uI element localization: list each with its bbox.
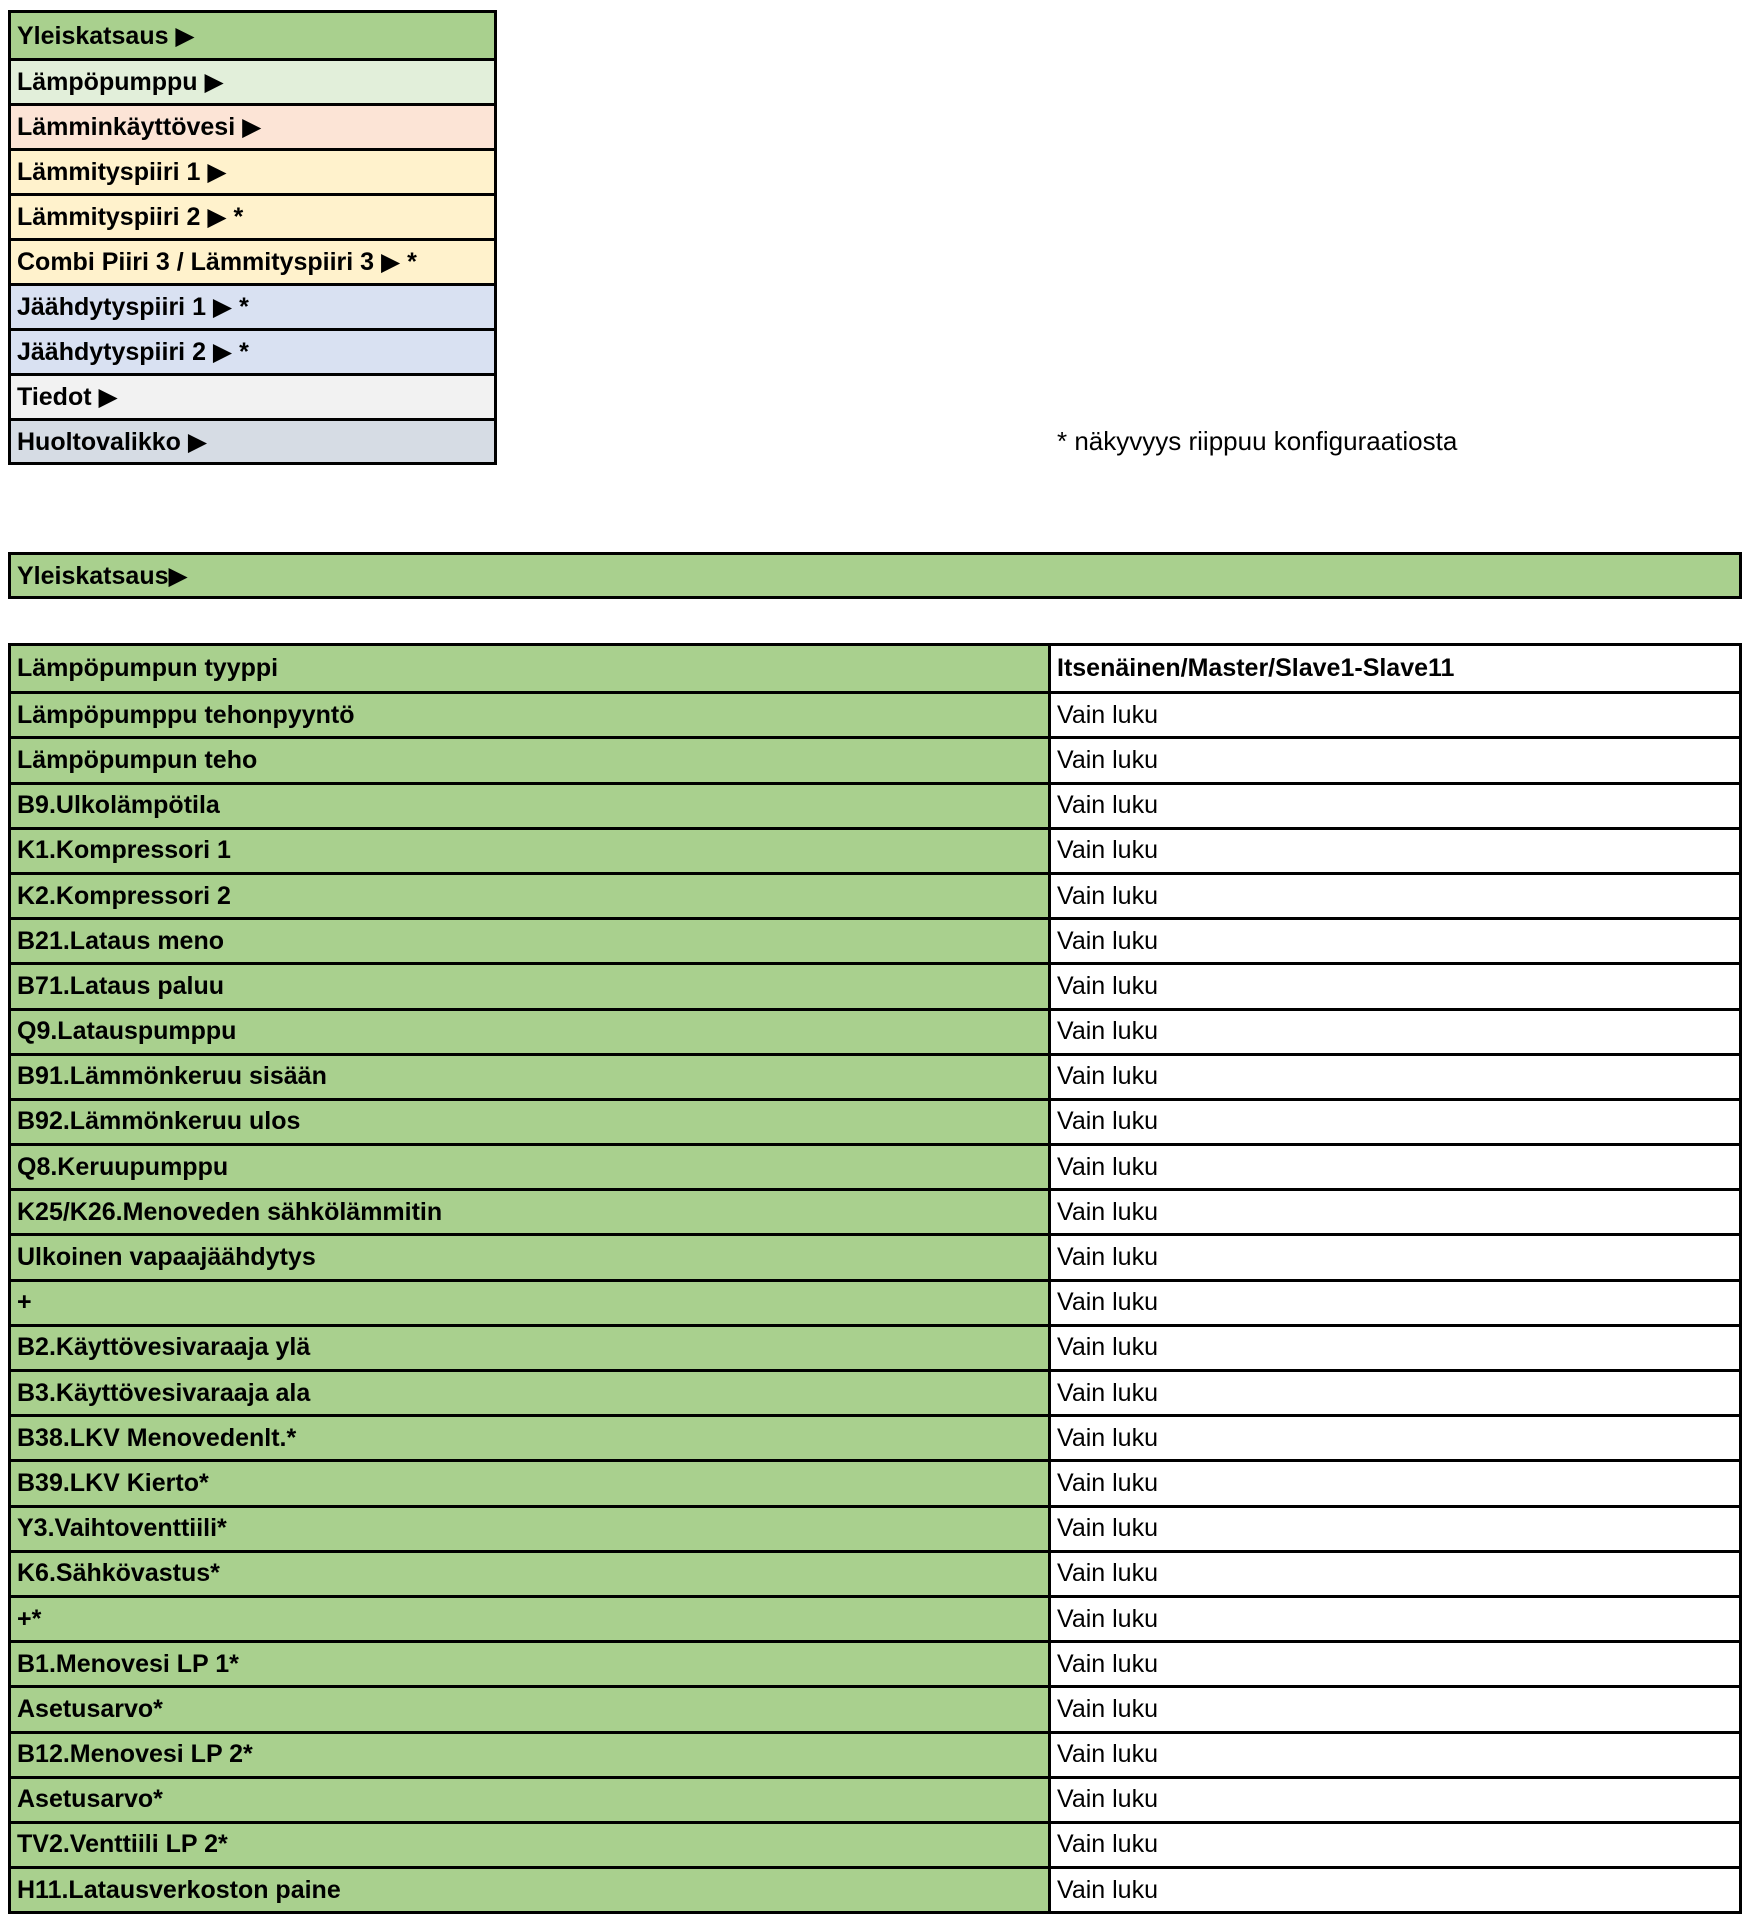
navigation-menu	[8, 10, 497, 465]
section-header-yleiskatsaus[interactable]	[8, 552, 1742, 599]
section-title: Yleiskatsaus▶	[17, 561, 188, 590]
menu-item-label: Lämpöpumppu ▶	[17, 68, 224, 96]
table-row	[11, 962, 1739, 1007]
menu-item[interactable]	[11, 238, 494, 283]
parameter-name: B12.Menovesi LP 2*	[11, 1734, 1051, 1776]
table-row	[11, 1731, 1739, 1776]
table-row	[11, 1279, 1739, 1324]
menu-item-label: Jäähdytyspiiri 2 ▶ *	[17, 338, 249, 366]
table-row	[11, 1866, 1739, 1911]
parameter-name: B9.Ulkolämpötila	[11, 785, 1051, 827]
parameter-value: Vain luku	[1051, 1869, 1739, 1911]
parameter-name: B1.Menovesi LP 1*	[11, 1643, 1051, 1685]
parameter-value: Itsenäinen/Master/Slave1-Slave11	[1051, 646, 1739, 691]
parameter-name: Asetusarvo*	[11, 1688, 1051, 1730]
parameter-name: B38.LKV Menovedenlt.*	[11, 1417, 1051, 1459]
parameter-value: Vain luku	[1051, 694, 1739, 736]
menu-item-label: Lämminkäyttövesi ▶	[17, 113, 262, 141]
parameter-name: K25/K26.Menoveden sähkölämmitin	[11, 1191, 1051, 1233]
menu-item[interactable]	[11, 373, 494, 418]
parameter-name: Lämpöpumpun tyyppi	[11, 646, 1051, 691]
table-row	[11, 1098, 1739, 1143]
table-row	[11, 1053, 1739, 1098]
parameter-name: K2.Kompressori 2	[11, 875, 1051, 917]
parameter-value: Vain luku	[1051, 920, 1739, 962]
table-row	[11, 1233, 1739, 1278]
parameter-table	[8, 643, 1742, 1914]
parameter-value: Vain luku	[1051, 1643, 1739, 1685]
parameter-name: B2.Käyttövesivaraaja ylä	[11, 1327, 1051, 1369]
parameter-name: Lämpöpumpun teho	[11, 739, 1051, 781]
parameter-value: Vain luku	[1051, 1236, 1739, 1278]
table-row	[11, 1369, 1739, 1414]
table-row	[11, 1008, 1739, 1053]
menu-item[interactable]	[11, 328, 494, 373]
menu-item[interactable]	[11, 58, 494, 103]
parameter-name: B39.LKV Kierto*	[11, 1462, 1051, 1504]
table-row	[11, 691, 1739, 736]
parameter-value: Vain luku	[1051, 1508, 1739, 1550]
table-row	[11, 1685, 1739, 1730]
parameter-value: Vain luku	[1051, 1553, 1739, 1595]
parameter-name: H11.Latausverkoston paine	[11, 1869, 1051, 1911]
parameter-name: B71.Lataus paluu	[11, 965, 1051, 1007]
parameter-name: B91.Lämmönkeruu sisään	[11, 1056, 1051, 1098]
table-row	[11, 1550, 1739, 1595]
parameter-value: Vain luku	[1051, 1688, 1739, 1730]
menu-item[interactable]	[11, 148, 494, 193]
table-row	[11, 646, 1739, 691]
table-row	[11, 1188, 1739, 1233]
parameter-value: Vain luku	[1051, 1417, 1739, 1459]
menu-item[interactable]	[11, 283, 494, 328]
table-row	[11, 917, 1739, 962]
parameter-value: Vain luku	[1051, 1282, 1739, 1324]
table-row	[11, 827, 1739, 872]
parameter-name: K6.Sähkövastus*	[11, 1553, 1051, 1595]
parameter-value: Vain luku	[1051, 1372, 1739, 1414]
menu-item-label: Tiedot ▶	[17, 383, 118, 411]
parameter-name: Ulkoinen vapaajäähdytys	[11, 1236, 1051, 1278]
menu-item-label: Combi Piiri 3 / Lämmityspiiri 3 ▶ *	[17, 248, 417, 276]
menu-item-label: Lämmityspiiri 2 ▶ *	[17, 203, 244, 231]
parameter-value: Vain luku	[1051, 965, 1739, 1007]
parameter-name: +	[11, 1282, 1051, 1324]
menu-item[interactable]	[11, 193, 494, 238]
table-row	[11, 1640, 1739, 1685]
parameter-value: Vain luku	[1051, 830, 1739, 872]
parameter-value: Vain luku	[1051, 1598, 1739, 1640]
table-row	[11, 1143, 1739, 1188]
table-row	[11, 872, 1739, 917]
parameter-value: Vain luku	[1051, 1191, 1739, 1233]
parameter-value: Vain luku	[1051, 739, 1739, 781]
parameter-name: B21.Lataus meno	[11, 920, 1051, 962]
menu-item-label: Jäähdytyspiiri 1 ▶ *	[17, 293, 249, 321]
menu-item[interactable]	[11, 418, 494, 462]
parameter-name: Y3.Vaihtoventtiili*	[11, 1508, 1051, 1550]
table-row	[11, 1595, 1739, 1640]
table-row	[11, 1459, 1739, 1504]
parameter-name: B3.Käyttövesivaraaja ala	[11, 1372, 1051, 1414]
parameter-value: Vain luku	[1051, 1462, 1739, 1504]
table-row	[11, 1821, 1739, 1866]
parameter-name: TV2.Venttiili LP 2*	[11, 1824, 1051, 1866]
parameter-name: +*	[11, 1598, 1051, 1640]
parameter-value: Vain luku	[1051, 875, 1739, 917]
menu-item[interactable]	[11, 13, 494, 58]
parameter-value: Vain luku	[1051, 1734, 1739, 1776]
parameter-value: Vain luku	[1051, 785, 1739, 827]
parameter-value: Vain luku	[1051, 1779, 1739, 1821]
parameter-name: Lämpöpumppu tehonpyyntö	[11, 694, 1051, 736]
table-row	[11, 1324, 1739, 1369]
table-row	[11, 1414, 1739, 1459]
menu-item-label: Yleiskatsaus ▶	[17, 21, 195, 50]
parameter-value: Vain luku	[1051, 1101, 1739, 1143]
menu-item-label: Huoltovalikko ▶	[17, 427, 208, 456]
parameter-value: Vain luku	[1051, 1056, 1739, 1098]
table-row	[11, 1505, 1739, 1550]
menu-item[interactable]	[11, 103, 494, 148]
parameter-name: K1.Kompressori 1	[11, 830, 1051, 872]
parameter-value: Vain luku	[1051, 1327, 1739, 1369]
table-row	[11, 782, 1739, 827]
table-row	[11, 1776, 1739, 1821]
parameter-name: B92.Lämmönkeruu ulos	[11, 1101, 1051, 1143]
parameter-name: Q8.Keruupumppu	[11, 1146, 1051, 1188]
parameter-name: Q9.Latauspumppu	[11, 1011, 1051, 1053]
parameter-value: Vain luku	[1051, 1011, 1739, 1053]
parameter-value: Vain luku	[1051, 1824, 1739, 1866]
table-row	[11, 736, 1739, 781]
parameter-name: Asetusarvo*	[11, 1779, 1051, 1821]
parameter-value: Vain luku	[1051, 1146, 1739, 1188]
visibility-note: * näkyvyys riippuu konfiguraatiosta	[1057, 426, 1458, 456]
menu-item-label: Lämmityspiiri 1 ▶	[17, 158, 227, 186]
